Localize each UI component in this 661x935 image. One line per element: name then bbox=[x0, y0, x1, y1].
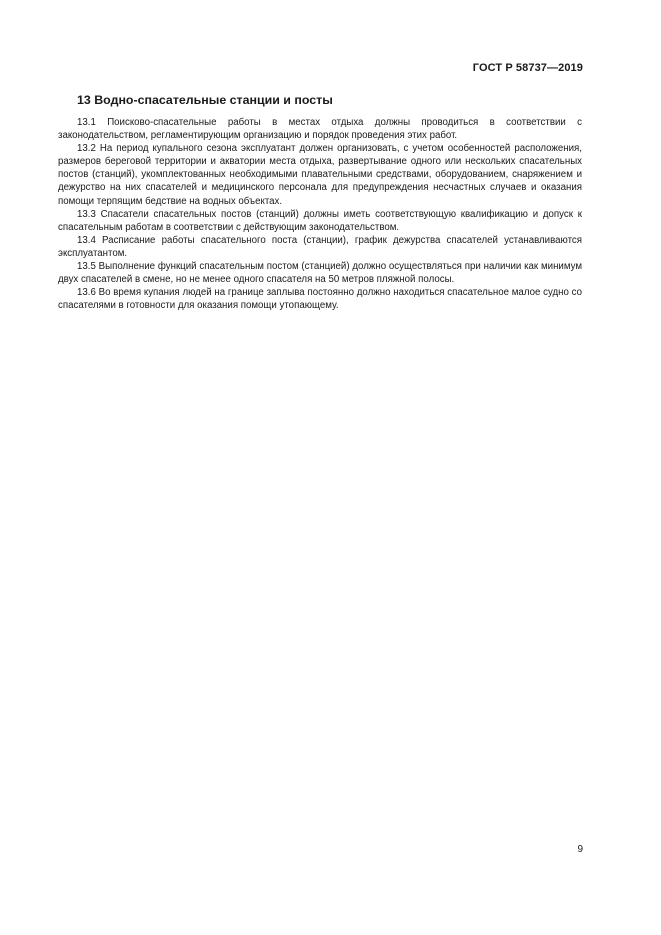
paragraph-13-6: 13.6 Во время купания людей на границе заплыва постоянно должно находиться спасательное малое судно со спасателями в готовности для оказания помощи утопающему. bbox=[58, 287, 582, 312]
section-body bbox=[58, 116, 582, 312]
section-title: 13 Водно-спасательные станции и посты bbox=[77, 93, 333, 107]
standard-id-header: ГОСТ Р 58737—2019 bbox=[472, 62, 583, 74]
paragraph-13-4: 13.4 Расписание работы спасательного поста (станции), график дежурства спасателей устанавливаются эксплуатантом. bbox=[58, 234, 582, 259]
page-number: 9 bbox=[577, 844, 583, 855]
paragraph-13-1: 13.1 Поисково-спасательные работы в местах отдыха должны проводиться в соответствии с законодательством, регламентирующим организацию и порядок проведения этих работ. bbox=[58, 117, 582, 142]
paragraph-13-2: 13.2 На период купального сезона эксплуатант должен организовать, с учетом особенностей расположения, размеров береговой территории и акватории места отдыха, развертывание одного или нескольких спасательных постов (станций), укомплектованных необходимыми плавательными средствами, оборудованием, снаряжением и дежурство на них спасателей и медицинского персонала для предупреждения несчастных случаев и оказания помощи терпящим бедствие на водных объектах. bbox=[58, 143, 582, 207]
paragraph-13-5: 13.5 Выполнение функций спасательным постом (станцией) должно осуществляться при наличии как минимум двух спасателей в смене, но не менее одного спасателя на 50 метров пляжной полосы. bbox=[58, 261, 582, 286]
paragraph-13-3: 13.3 Спасатели спасательных постов (станций) должны иметь соответствующую квалификацию и допуск к спасательным работам в соответствии с действующим законодательством. bbox=[58, 208, 582, 233]
